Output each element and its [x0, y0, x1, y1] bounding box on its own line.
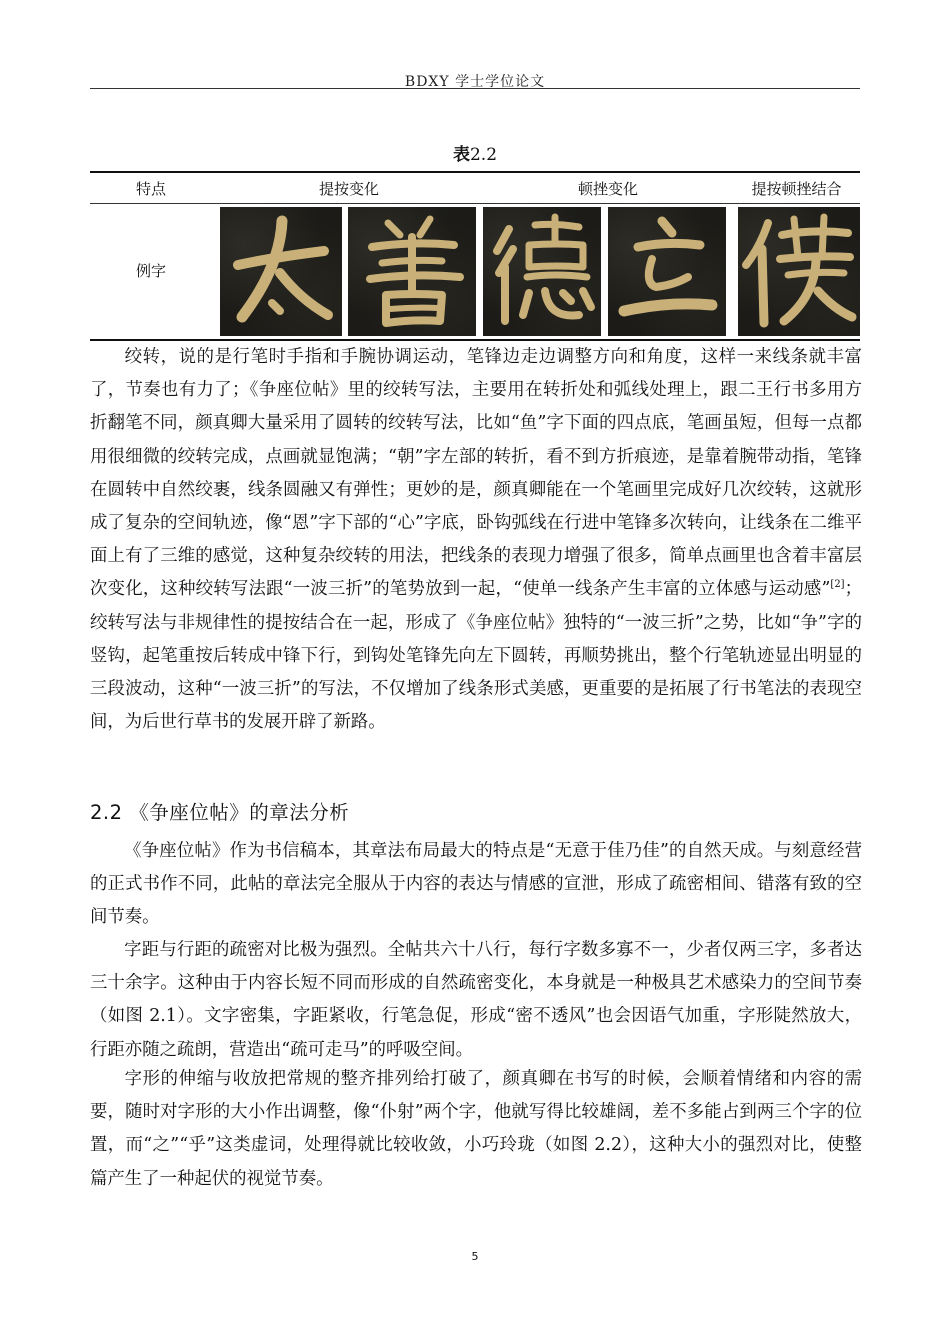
table-header-rule	[90, 203, 860, 204]
rubbing-image-1	[220, 207, 342, 336]
table-header-feature: 特点	[135, 180, 166, 198]
calligraphy-glyph-2	[348, 207, 476, 336]
paragraph-character-size	[90, 1063, 862, 1196]
paragraph-twisting-brush-text: 绞转，说的是行笔时手指和手腕协调运动，笔锋边走边调整方向和角度，这样一来线条就丰富了，节奏也有力了；《争座位帖》里的绞转写法，主要用在转折处和弧线处理上，跟二王行书多用方折翻笔不同，颜真卿大量采用了圆转的绞转写法，比如“鱼”字下面的四点底，笔画虽短，但每一点都用很细微的绞转完成，点画就显饱满；“朝”字左部的转折，看不到方折痕迹，是靠着腕带动指，笔锋在圆转中自然绞裹，线条圆融又有弹性；更妙的是，颜真卿能在一个笔画里完成好几次绞转，这就形成了复杂的空间轨迹，像“恩”字下部的“心”字底，卧钩弧线在行进中笔锋多次转向，让线条在二维平面上有了三维的感觉，这种复杂绞转的用法，把线条的表现力增强了很多，简单点画里也含着丰富层次变化，这种绞转写法跟“一波三折”的笔势放到一起，“使单一线条产生丰富的立体感与运动感”	[90, 347, 862, 600]
table-header-combined: 提按顿挫结合	[751, 180, 842, 198]
character-example-table	[90, 170, 860, 341]
paragraph-character-size-text: 字形的伸缩与收放把常规的整齐排列给打破了，颜真卿在书写的时候，会顺着情绪和内容的需要，随时对字形的大小作出调整，像“仆射”两个字，他就写得比较雄阔，差不多能占到两三个字的位置，而“之”“乎”这类虚词，处理得就比较收敛，小巧玲珑（如图 2.2），这种大小的强烈对比，使整篇产生了一种起伏的视觉节奏。	[90, 1069, 862, 1189]
table-row-label: 例字	[135, 262, 166, 280]
rubbing-image-2	[348, 207, 476, 336]
table-caption	[0, 140, 950, 165]
paragraph-twisting-brush	[90, 341, 862, 739]
calligraphy-glyph-4	[608, 207, 726, 336]
table-header-pause: 顿挫变化	[577, 180, 638, 198]
rubbing-image-3	[483, 207, 601, 336]
rubbing-image-5	[738, 207, 860, 336]
paragraph-composition-overview	[90, 835, 862, 935]
table-caption-number: 2.2	[469, 145, 498, 165]
table-top-rule	[90, 171, 860, 173]
paragraph-twisting-brush-tail: ；绞转写法与非规律性的提按结合在一起，形成了《争座位帖》独特的“一波三折”之势，比如“争”字的竖钩，起笔重按后转成中锋下行，到钩处笔锋先向左下圆转，再顺势挑出，整个行笔轨迹显出明显的三段波动，这种“一波三折”的写法，不仅增加了线条形式美感，更重要的是拓展了行书笔法的表现空间，为后世行草书的发展开辟了新路。	[90, 579, 862, 733]
calligraphy-glyph-5	[738, 207, 860, 336]
header-rule	[90, 88, 860, 89]
paragraph-composition-overview-text: 《争座位帖》作为书信稿本，其章法布局最大的特点是“无意于佳乃佳”的自然天成。与刻意经营的正式书作不同，此帖的章法完全服从于内容的表达与情感的宣泄，形成了疏密相间、错落有致的空间节奏。	[90, 841, 862, 928]
page-number: 5	[471, 1250, 479, 1263]
calligraphy-glyph-3	[483, 207, 601, 336]
citation-2: [2]	[830, 579, 845, 591]
table-caption-label: 表	[452, 145, 470, 165]
paragraph-spacing-contrast-text: 字距与行距的疏密对比极为强烈。全帖共六十八行，每行字数多寡不一，少者仅两三字，多者达三十余字。这种由于内容长短不同而形成的自然疏密变化，本身就是一种极具艺术感染力的空间节奏（如图 2.1）。文字密集，字距紧收，行笔急促，形成“密不透风”也会因语气加重，字形陡然放大，行距亦随之疏朗，营造出“疏可走马”的呼吸空间。	[90, 940, 862, 1060]
paragraph-spacing-contrast	[90, 934, 862, 1067]
table-header-lift-press: 提按变化	[318, 180, 379, 198]
calligraphy-glyph-1	[220, 207, 342, 336]
running-header: BDXY 学士学位论文	[404, 74, 546, 90]
section-heading-2-2: 2.2 《争座位帖》的章法分析	[90, 801, 350, 824]
rubbing-image-4	[608, 207, 726, 336]
